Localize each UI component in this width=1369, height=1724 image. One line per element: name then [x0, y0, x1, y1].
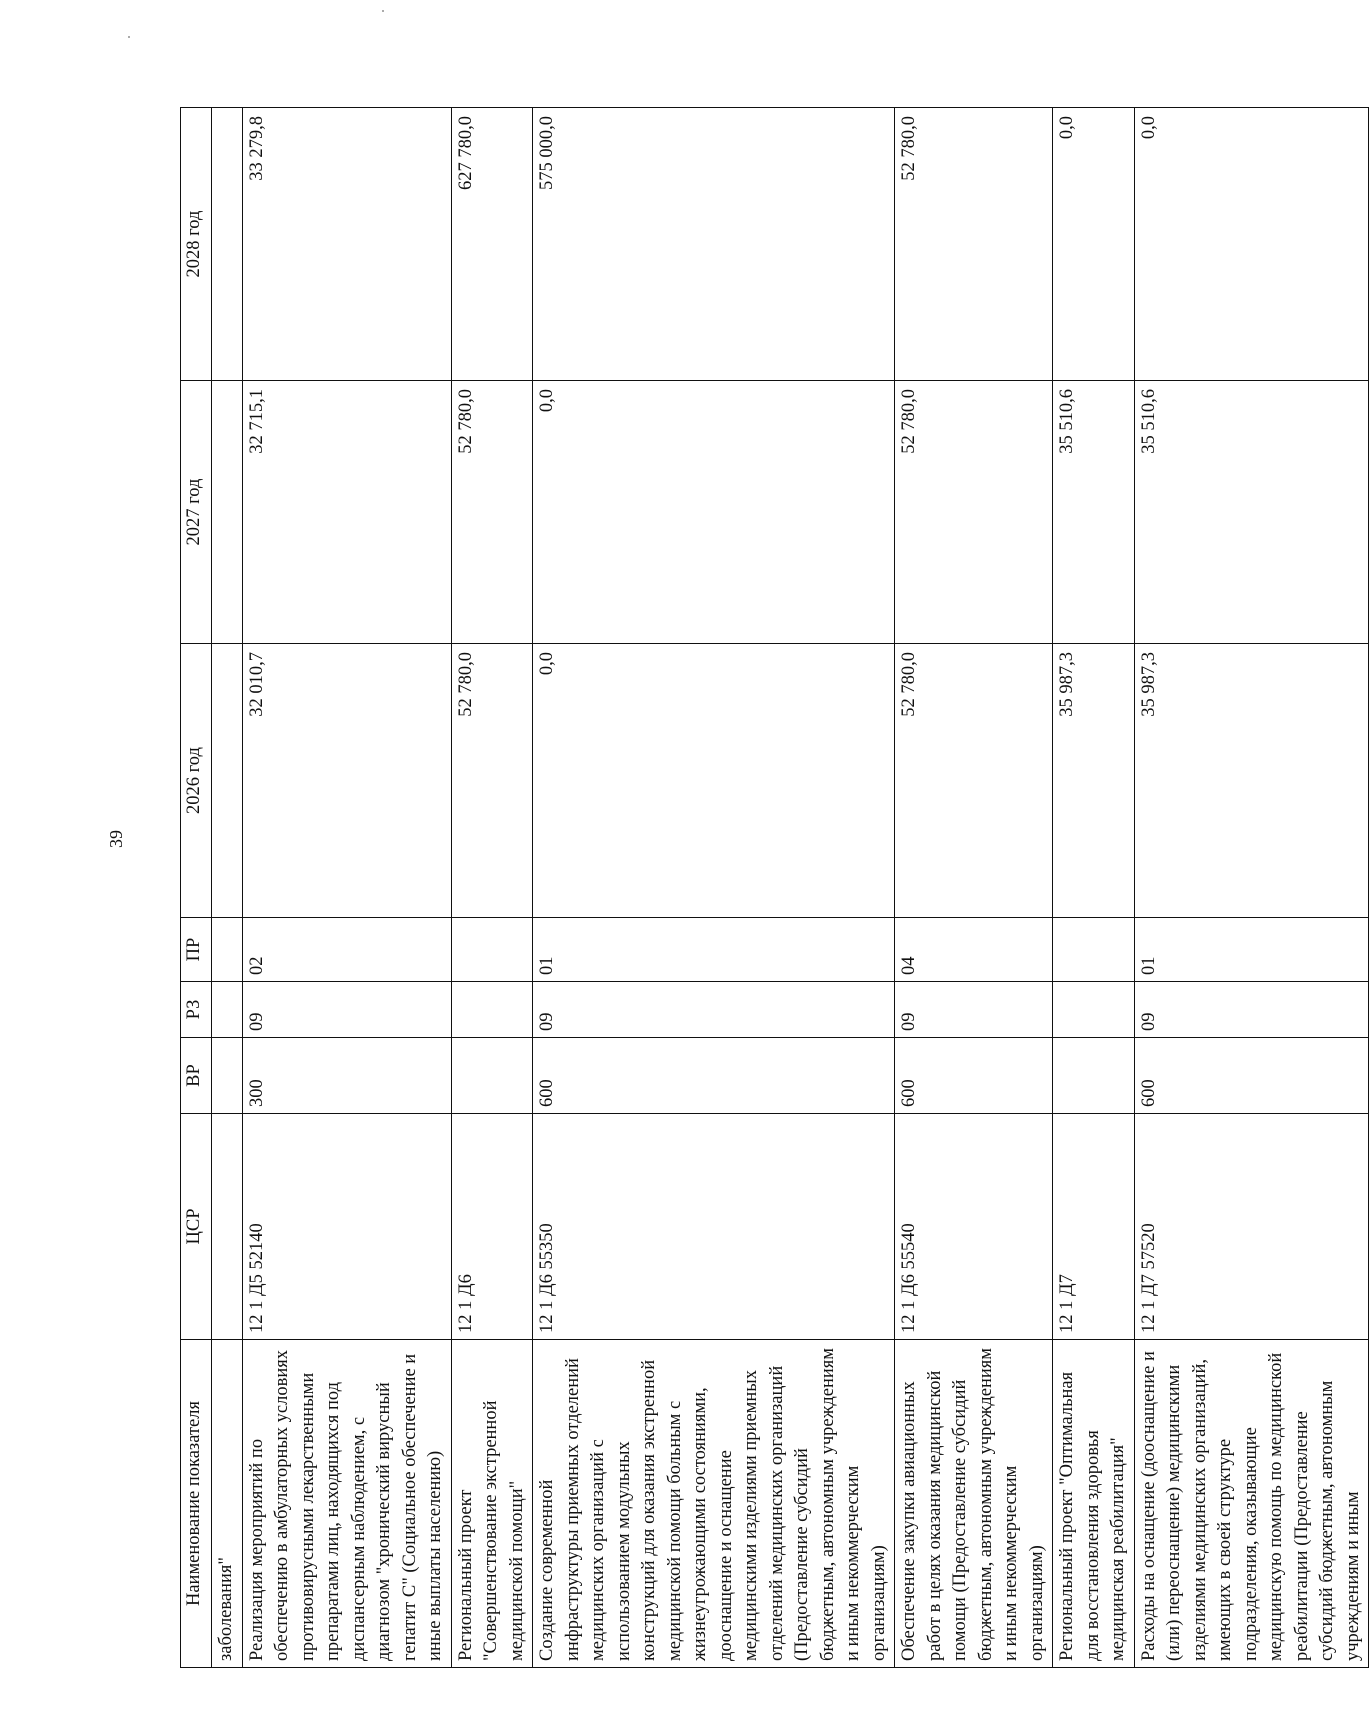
row-csr: 12 1 Д6 [451, 1114, 533, 1340]
row-vr: 600 [1134, 1038, 1369, 1114]
row-name: Региональный проект "Оптимальная для восстановления здоровья медицинская реабилитация" [1053, 1340, 1135, 1668]
header-2028: 2028 год [181, 108, 212, 381]
row-vr [1053, 1038, 1135, 1114]
page-number: 39 [106, 830, 126, 848]
row-2027: 35 510,6 [1134, 381, 1369, 644]
row-pr: 02 [242, 918, 451, 982]
table-row [242, 108, 451, 1668]
row-2028: 627 780,0 [451, 108, 533, 381]
row-pr: 04 [895, 918, 1053, 982]
row-2026 [212, 644, 243, 918]
row-vr [212, 1038, 243, 1114]
header-row [181, 108, 212, 1668]
row-rz: 09 [242, 982, 451, 1038]
row-vr [451, 1038, 533, 1114]
row-2028: 52 780,0 [895, 108, 1053, 381]
scan-mark [128, 36, 130, 38]
scan-mark [382, 10, 384, 12]
row-2028: 0,0 [1134, 108, 1369, 381]
row-vr: 300 [242, 1038, 451, 1114]
row-pr [451, 918, 533, 982]
table-row [895, 108, 1053, 1668]
row-name: Расходы на оснащение (дооснащение и (или) переоснащение) медицинскими изделиями медицинских организаций, имеющих в своей структуре подразделения, оказывающие медицинскую помощь по медицинской реабилитации (Предоставление субсидий бюджетным, автономным учреждениям и иным [1134, 1340, 1369, 1668]
row-rz: 09 [895, 982, 1053, 1038]
row-name: заболевания" [212, 1340, 243, 1668]
row-2026: 52 780,0 [895, 644, 1053, 918]
row-2028: 575 000,0 [533, 108, 895, 381]
row-name: Создание современной инфраструктуры приемных отделений медицинских организаций с использованием модульных конструкций для оказания экстренной медицинской помощи больным с жизнеугрожающими состояниями, дооснащение и оснащение медицинскими изделиями приемных отделений медицинских организаций (Предоставление субсидий бюджетным, автономным учреждениям и иным некоммерческим организациям) [533, 1340, 895, 1668]
row-rz [212, 982, 243, 1038]
row-name: Региональный проект "Совершенствование экстренной медицинской помощи" [451, 1340, 533, 1668]
row-2026: 35 987,3 [1053, 644, 1135, 918]
row-csr: 12 1 Д6 55540 [895, 1114, 1053, 1340]
row-2028: 0,0 [1053, 108, 1135, 381]
row-2027: 52 780,0 [451, 381, 533, 644]
header-rz: РЗ [181, 982, 212, 1038]
row-2027: 0,0 [533, 381, 895, 644]
row-rz: 09 [533, 982, 895, 1038]
table-row [1053, 108, 1135, 1668]
row-2028 [212, 108, 243, 381]
row-2028: 33 279,8 [242, 108, 451, 381]
header-2027: 2027 год [181, 381, 212, 644]
row-vr: 600 [533, 1038, 895, 1114]
row-2027 [212, 381, 243, 644]
row-2026: 32 010,7 [242, 644, 451, 918]
table-row [212, 108, 243, 1668]
row-pr: 01 [1134, 918, 1369, 982]
row-rz [1053, 982, 1135, 1038]
row-2026: 35 987,3 [1134, 644, 1369, 918]
row-2026: 0,0 [533, 644, 895, 918]
row-pr: 01 [533, 918, 895, 982]
row-pr [1053, 918, 1135, 982]
row-csr: 12 1 Д7 57520 [1134, 1114, 1369, 1340]
row-2027: 35 510,6 [1053, 381, 1135, 644]
budget-table [180, 107, 1369, 1668]
row-vr: 600 [895, 1038, 1053, 1114]
rotated-table-container [180, 108, 1363, 1668]
row-csr: 12 1 Д6 55350 [533, 1114, 895, 1340]
header-vr: ВР [181, 1038, 212, 1114]
table-row [533, 108, 895, 1668]
table-row [1134, 108, 1369, 1668]
row-2027: 32 715,1 [242, 381, 451, 644]
row-2027: 52 780,0 [895, 381, 1053, 644]
header-pr: ПР [181, 918, 212, 982]
table-row [451, 108, 533, 1668]
header-2026: 2026 год [181, 644, 212, 918]
row-2026: 52 780,0 [451, 644, 533, 918]
header-name: Наименование показателя [181, 1340, 212, 1668]
row-name: Обеспечение закупки авиационных работ в целях оказания медицинской помощи (Предоставление субсидий бюджетным, автономным учреждениям и иным некоммерческим организациям) [895, 1340, 1053, 1668]
row-csr: 12 1 Д7 [1053, 1114, 1135, 1340]
row-rz: 09 [1134, 982, 1369, 1038]
row-pr [212, 918, 243, 982]
header-csr: ЦСР [181, 1114, 212, 1340]
row-name: Реализация мероприятий по обеспечению в амбулаторных условиях противовирусными лекарственными препаратами лиц, находящихся под диспансерным наблюдением, с диагнозом "хронический вирусный гепатит С" (Социальное обеспечение и иные выплаты населению) [242, 1340, 451, 1668]
row-rz [451, 982, 533, 1038]
row-csr [212, 1114, 243, 1340]
row-csr: 12 1 Д5 52140 [242, 1114, 451, 1340]
